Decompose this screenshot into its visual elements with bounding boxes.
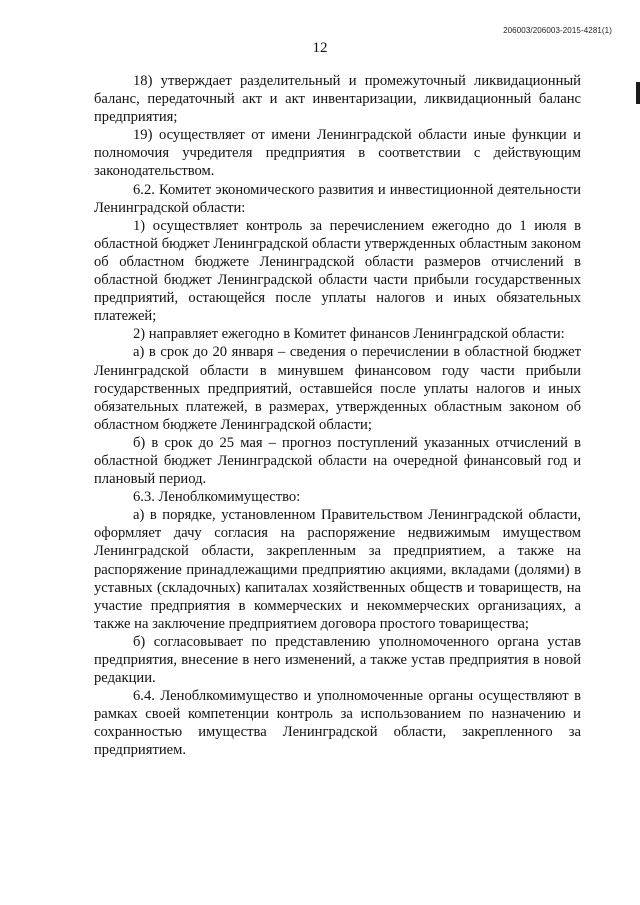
paragraph-6-3-b: б) согласовывает по представлению уполномоченного органа устав предприятия, внесение в него изменений, а также устав предприятия в новой редакции. (94, 633, 581, 687)
section-6-4: 6.4. Леноблкомимущество и уполномоченные органы осуществляют в рамках своей компетенции контроль за использованием по назначению и сохранностью имущества Ленинградской области, закрепленного за предприятием. (94, 688, 581, 759)
paragraph-19: 19) осуществляет от имени Ленинградской области иные функции и полномочия учредителя предприятия в соответствии с действующим законодательством. (94, 127, 581, 180)
page-number: 12 (312, 40, 328, 56)
document-code: 206003/206003-2015-4281(1) (503, 26, 612, 35)
paragraph-6-3-a: а) в порядке, установленном Правительством Ленинградской области, оформляет дачу согласия на распоряжение недвижимым имуществом Ленинградской области, закрепленным за предприятием, а также на распоряжение принадлежащими предприятию акциями, вкладами (долями) в уставных (складочных) капиталах хозяйственных обществ и товариществ, на участие предприятия в коммерческих и некоммерческих организациях, а также на заключение предприятием договора простого товарищества; (94, 507, 581, 632)
paragraph-6-2-2-b: б) в срок до 25 мая – прогноз поступлений указанных отчислений в областной бюджет Ленинградской области на очередной финансовый год и плановый период. (94, 434, 581, 488)
section-6-3-heading: 6.3. Леноблкомимущество: (133, 489, 301, 506)
section-6-2-heading: 6.2. Комитет экономического развития и инвестиционной деятельности Ленинградской области: (94, 181, 581, 216)
paragraph-18: 18) утверждает разделительный и промежуточный ликвидационный баланс, передаточный акт и акт инвентаризации, ликвидационный баланс предприятия; (94, 73, 581, 126)
scan-edge-mark (636, 82, 640, 104)
paragraph-6-2-1: 1) осуществляет контроль за перечислением ежегодно до 1 июля в областной бюджет Ленинградской области утвержденных областным законом об областном бюджете Ленинградской области размеров отчислений в областной бюджет Ленинградской области части прибыли государственных предприятий, остающейся после уплаты налогов и иных обязательных платежей; (94, 217, 581, 325)
paragraph-6-2-2-a: а) в срок до 20 января – сведения о перечислении в областной бюджет Ленинградской области в минувшем финансовом году части прибыли государственных предприятий, оставшейся после уплаты налогов и иных обязательных платежей, в размерах, утвержденных областным законом об областном бюджете Ленинградской области; (94, 344, 581, 433)
paragraph-6-2-2: 2) направляет ежегодно в Комитет финансов Ленинградской области: (133, 326, 565, 343)
document-body (94, 72, 581, 760)
